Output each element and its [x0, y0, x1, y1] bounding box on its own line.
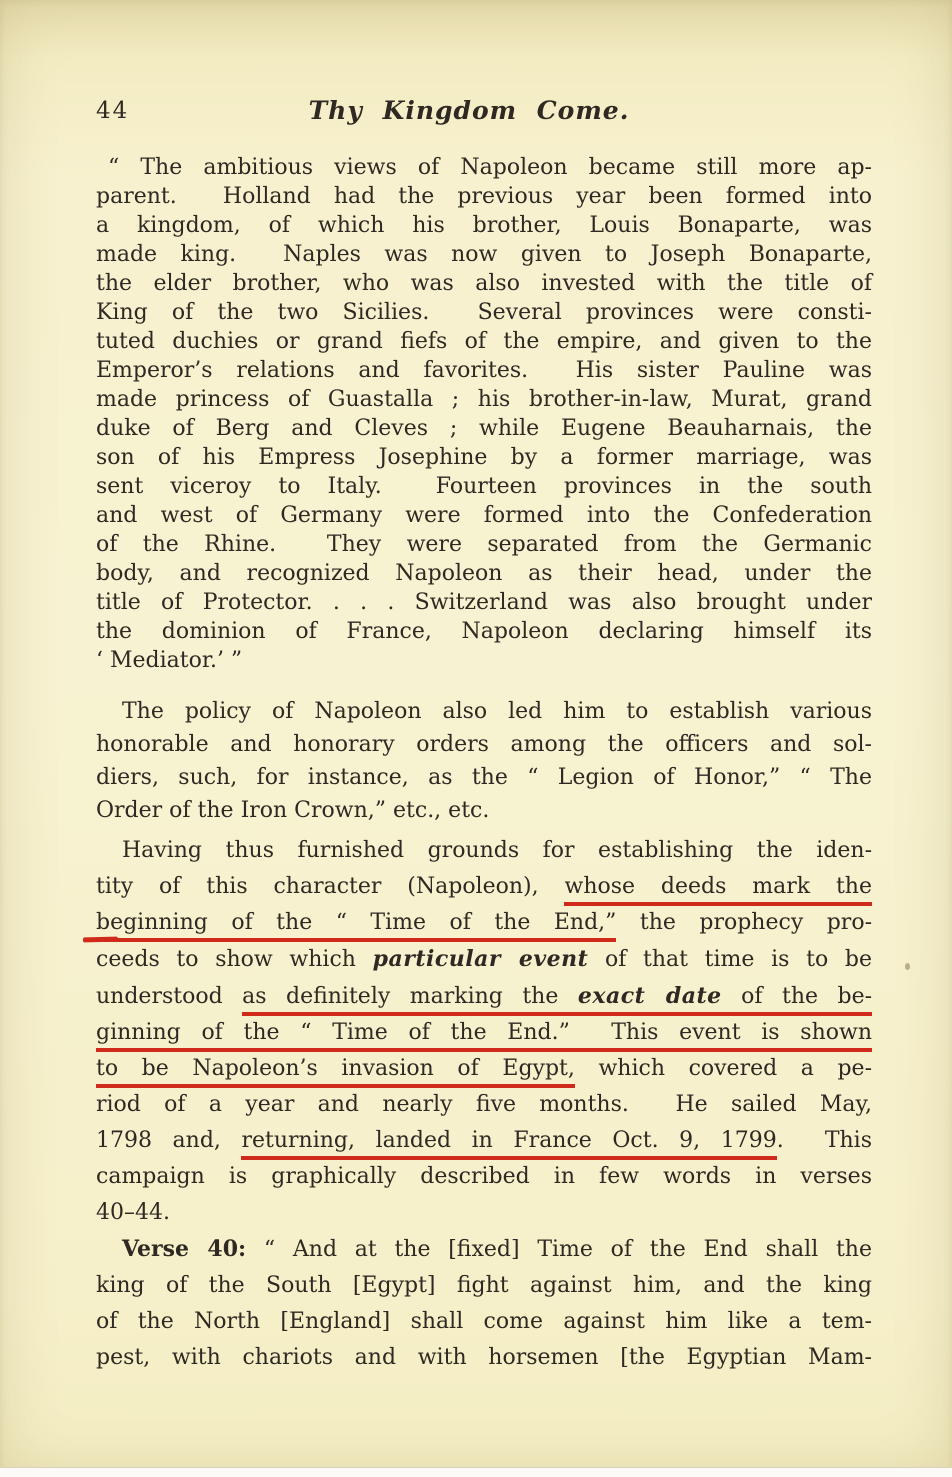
- paper-speck: [905, 963, 910, 970]
- text-block: [96, 153, 872, 1376]
- text-run: Verse 40:: [122, 1236, 247, 1262]
- text-run: which covered a pe-: [574, 1056, 873, 1081]
- text-line: [96, 617, 872, 646]
- text-run: pest, with chariots and with horsemen [the Egyptian Mam-: [96, 1345, 872, 1370]
- red-underline-annotation: as definitely marking the: [242, 984, 578, 1016]
- text-line: [96, 978, 872, 1015]
- scan-edge: [0, 1467, 952, 1477]
- text-run: of that time is to be: [588, 947, 873, 972]
- text-run: made princess of Guastalla ; his brother-in-law, Murat, grand: [96, 387, 872, 412]
- text-line: [96, 356, 872, 385]
- text-run: made king. Naples was now given to Joseph Bonaparte,: [96, 242, 872, 267]
- text-run: a kingdom, of which his brother, Louis Bonaparte, was: [96, 213, 872, 238]
- text-line: [96, 1340, 872, 1376]
- margin-pen-stroke: [83, 937, 118, 943]
- page-header: [96, 96, 872, 126]
- text-run: honorable and honorary orders among the officers and sol-: [96, 732, 872, 757]
- text-line: [96, 695, 872, 728]
- text-line: [96, 728, 872, 761]
- text-run: sent viceroy to Italy. Fourteen provinces in the south: [96, 474, 872, 499]
- paragraph-verse-40: [96, 1231, 872, 1376]
- text-line: [96, 298, 872, 327]
- text-line: [96, 833, 872, 869]
- text-line: [96, 443, 872, 472]
- text-line: [96, 182, 872, 211]
- text-line: [96, 1231, 872, 1268]
- text-run: son of his Empress Josephine by a former marriage, was: [96, 445, 872, 470]
- red-underline-annotation: of the be-: [722, 984, 872, 1016]
- text-run: duke of Berg and Cleves ; while Eugene Beauharnais, the: [96, 416, 872, 441]
- text-run: ‘ Mediator.’ ”: [96, 648, 243, 673]
- text-line: [96, 1123, 872, 1159]
- running-title: Thy Kingdom Come.: [308, 96, 630, 125]
- text-run: parent. Holland had the previous year been formed into: [96, 184, 872, 209]
- text-line: [96, 761, 872, 794]
- paragraph-time-of-the-end: [96, 833, 872, 1231]
- text-line: [96, 941, 872, 978]
- text-run: ceeds to show which: [96, 947, 373, 972]
- text-line: [96, 385, 872, 414]
- text-run: Emperor’s relations and favorites. His sister Pauline was: [96, 358, 872, 383]
- text-run: of the North [England] shall come against him like a tem-: [96, 1309, 872, 1334]
- text-line: [96, 588, 872, 617]
- text-line: [96, 327, 872, 356]
- text-run: “ The ambitious views of Napoleon became still more ap-: [108, 155, 872, 180]
- text-line: [96, 1051, 872, 1087]
- text-run: riod of a year and nearly five months. He sailed May,: [96, 1092, 872, 1117]
- text-line: [96, 1159, 872, 1195]
- text-line: [96, 211, 872, 240]
- text-line: [96, 646, 872, 675]
- text-line: [96, 530, 872, 559]
- text-run: campaign is graphically described in few words in verses: [96, 1164, 872, 1189]
- text-line: [96, 794, 872, 827]
- text-run: Order of the Iron Crown,” etc., etc.: [96, 798, 490, 823]
- red-underline-annotation: to be Napoleon’s invasion of Egypt,: [96, 1056, 575, 1088]
- text-run: understood: [96, 984, 243, 1009]
- text-line: [96, 153, 872, 182]
- text-run: and west of Germany were formed into the Confederation: [96, 503, 872, 528]
- text-run: King of the two Sicilies. Several provinces were consti-: [96, 300, 872, 325]
- text-line: [96, 1268, 872, 1304]
- text-run: . This: [776, 1128, 872, 1153]
- text-line: [96, 1195, 872, 1231]
- text-run: body, and recognized Napoleon as their head, under the: [96, 561, 872, 586]
- text-run: tity of this character (Napoleon),: [96, 874, 565, 899]
- text-line: [96, 1304, 872, 1340]
- text-run: particular event: [372, 946, 589, 972]
- text-line: [96, 1087, 872, 1123]
- text-run: “ And at the [fixed] Time of the End shall the: [246, 1237, 872, 1262]
- text-line: [96, 240, 872, 269]
- text-run: 1798 and,: [96, 1128, 242, 1153]
- text-run: of the Rhine. They were separated from the Germanic: [96, 532, 872, 557]
- text-run: Having thus furnished grounds for establishing the iden-: [122, 838, 872, 863]
- paragraph-quote-extract: [96, 153, 872, 675]
- text-line: [96, 472, 872, 501]
- text-run: title of Protector. . . . Switzerland was also brought under: [96, 590, 872, 615]
- text-run: The policy of Napoleon also led him to establish various: [122, 699, 872, 724]
- text-line: [96, 501, 872, 530]
- text-run: the dominion of France, Napoleon declaring himself its: [96, 619, 872, 644]
- text-line: [96, 269, 872, 298]
- text-line: [96, 559, 872, 588]
- red-underline-annotation: whose deeds mark the: [564, 874, 872, 906]
- page-number: 44: [96, 98, 130, 124]
- text-run: the elder brother, who was also invested with the title of: [96, 271, 872, 296]
- text-run: diers, such, for instance, as the “ Legion of Honor,” “ The: [96, 765, 872, 790]
- text-run: tuted duchies or grand fiefs of the empire, and given to the: [96, 329, 872, 354]
- text-line: [96, 869, 872, 905]
- text-line: [96, 414, 872, 443]
- paragraph-orders: [96, 695, 872, 827]
- text-run: king of the South [Egypt] fight against him, and the king: [96, 1273, 872, 1298]
- red-underline-annotation: exact date: [578, 983, 722, 1016]
- red-underline-annotation: returning, landed in France Oct. 9, 1799: [241, 1128, 776, 1160]
- red-underline-annotation: beginning of the “ Time of the End,”: [96, 910, 616, 942]
- text-run: the prophecy pro-: [616, 910, 873, 935]
- text-line: [96, 905, 872, 941]
- text-line: [96, 1015, 872, 1051]
- text-run: 40–44.: [96, 1200, 170, 1225]
- red-underline-annotation: ginning of the “ Time of the End.” This event is shown: [96, 1020, 872, 1052]
